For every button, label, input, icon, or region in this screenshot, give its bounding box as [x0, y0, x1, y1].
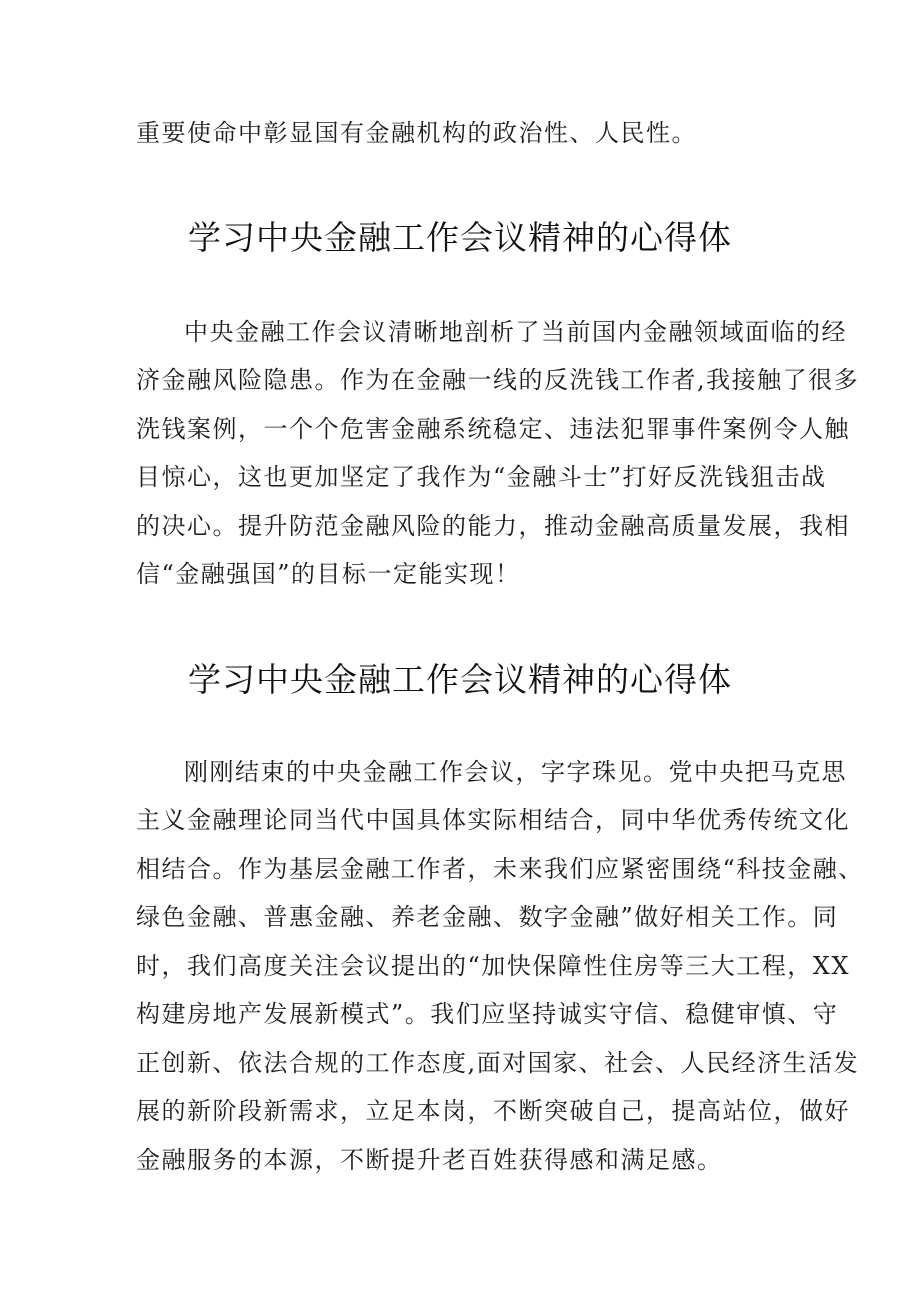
section-1-paragraph-line: 信“金融强国”的目标一定能实现！ — [136, 560, 521, 588]
section-1-paragraph-line: 济金融风险隐患。作为在金融一线的反洗钱工作者,我接触了很多 — [136, 366, 860, 394]
section-2-paragraph-line: 金融服务的本源，不断提升老百姓获得感和满足感。 — [136, 1146, 723, 1174]
section-2-paragraph-line: 相结合。作为基层金融工作者，未来我们应紧密围绕“科技金融、 — [136, 855, 864, 883]
section-2-paragraph-line: 时，我们高度关注会议提出的“加快保障性住房等三大工程，XX — [136, 952, 850, 980]
section-2-paragraph-line: 绿色金融、普惠金融、养老金融、数字金融”做好相关工作。同 — [136, 903, 839, 931]
intro-paragraph-fragment: 重要使命中彰显国有金融机构的政治性、人民性。 — [136, 119, 697, 147]
section-1-paragraph-line: 目惊心，这也更加坚定了我作为“金融斗士”打好反洗钱狙击战 — [136, 463, 827, 491]
section-2-paragraph-line: 正创新、依法合规的工作态度,面对国家、社会、人民经济生活发 — [136, 1049, 860, 1077]
section-2-title: 学习中央金融工作会议精神的心得体 — [188, 660, 732, 699]
section-2-paragraph-line: 展的新阶段新需求，立足本岗，不断突破自己，提高站位，做好 — [136, 1097, 850, 1125]
section-2-paragraph-line: 构建房地产发展新模式”。我们应坚持诚实守信、稳健审慎、守 — [136, 1000, 839, 1028]
section-1-title: 学习中央金融工作会议精神的心得体 — [188, 218, 732, 257]
section-1-paragraph-line: 的决心。提升防范金融风险的能力，推动金融高质量发展，我相 — [136, 512, 850, 540]
section-1-paragraph-line: 中央金融工作会议清晰地剖析了当前国内金融领域面临的经 — [184, 318, 847, 346]
section-2-paragraph-line: 主义金融理论同当代中国具体实际相结合，同中华优秀传统文化 — [136, 806, 850, 834]
section-2-paragraph-line: 刚刚结束的中央金融工作会议，字字珠见。党中央把马克思 — [184, 758, 847, 786]
section-1-paragraph-line: 洗钱案例，一个个危害金融系统稳定、违法犯罪事件案例令人触 — [136, 415, 850, 443]
